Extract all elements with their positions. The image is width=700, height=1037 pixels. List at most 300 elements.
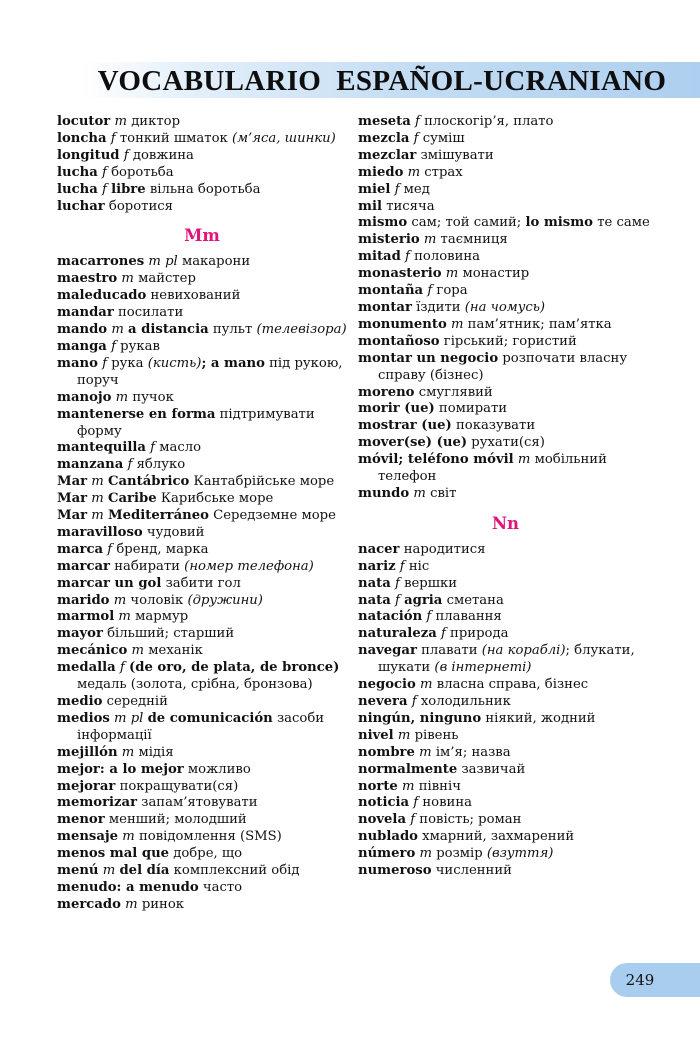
translation: смуглявий — [418, 384, 493, 400]
dictionary-entry — [57, 829, 347, 846]
dictionary-entry — [57, 356, 347, 390]
headword: menudo: a menudo — [57, 879, 199, 895]
translation: половина — [414, 249, 481, 265]
usage-note: (м’яса, шинки) — [231, 130, 336, 146]
translation: мобільний телефон — [378, 452, 607, 485]
headword: morir (ue) — [358, 401, 435, 417]
grammar-label: f — [427, 283, 433, 299]
grammar-label: m pl — [148, 254, 178, 270]
headword: mando — [57, 322, 108, 338]
headword: mayor — [57, 626, 103, 642]
dictionary-entry — [358, 131, 653, 148]
headword: nata — [358, 592, 391, 608]
translation: світ — [430, 485, 457, 501]
dictionary-entry — [358, 232, 653, 249]
dictionary-entry — [57, 643, 347, 660]
headword: mercado — [57, 896, 121, 912]
dictionary-entry — [57, 199, 347, 216]
section-letter-n: Nn — [491, 513, 520, 533]
grammar-label: f — [394, 592, 400, 608]
headword-continuation: agria — [404, 592, 443, 608]
dictionary-entry — [358, 677, 653, 694]
dictionary-entry — [358, 182, 653, 199]
headword: mezclar — [358, 147, 417, 163]
right-section-entries — [358, 542, 653, 880]
headword: mejillón — [57, 744, 118, 760]
translation: масло — [159, 440, 202, 456]
translation: гірський; гористий — [443, 333, 577, 349]
dictionary-entry — [358, 626, 653, 643]
dictionary-entry — [358, 728, 653, 745]
dictionary-entry — [358, 576, 653, 593]
translation: розпочати власну справу (бізнес) — [378, 350, 628, 383]
grammar-label: m — [397, 727, 411, 743]
dictionary-entry — [358, 846, 653, 863]
headword-continuation: a distancia — [128, 322, 209, 338]
grammar-label: f — [394, 575, 400, 591]
translation: засоби інформації — [77, 710, 325, 743]
headword: naturaleza — [358, 626, 437, 642]
dictionary-entry — [57, 407, 347, 441]
dictionary-entry — [57, 863, 347, 880]
dictionary-entry — [57, 779, 347, 796]
dictionary-entry — [57, 880, 347, 897]
grammar-label: f — [405, 249, 410, 265]
grammar-label: m — [131, 643, 145, 659]
headword: mejor: a lo mejor — [57, 761, 184, 777]
grammar-label: m — [122, 829, 135, 845]
usage-note: (на кораблі) — [481, 643, 566, 659]
dictionary-entry — [57, 660, 347, 694]
headword: noticia — [358, 795, 410, 811]
headword-continuation: de comunicación — [147, 710, 273, 726]
translation: природа — [450, 626, 509, 642]
headword: maestro — [57, 271, 118, 287]
grammar-label: f — [413, 130, 419, 146]
grammar-label: m — [102, 863, 116, 879]
dictionary-entry — [358, 829, 653, 846]
headword: normalmente — [358, 761, 458, 777]
translation: мідія — [138, 744, 174, 760]
dictionary-entry — [57, 339, 347, 356]
headword: misterio — [358, 232, 420, 248]
dictionary-entry — [57, 288, 347, 305]
dictionary-entry — [57, 846, 347, 863]
grammar-label: f — [413, 795, 419, 811]
translation: суміш — [422, 130, 465, 146]
translation: механік — [148, 643, 203, 659]
headword: medio — [57, 694, 103, 709]
headword: mundo — [358, 485, 410, 501]
dictionary-entry — [57, 322, 347, 339]
translation: ніс — [408, 558, 430, 574]
translation: невихований — [150, 288, 241, 304]
headword: medios — [57, 710, 110, 726]
grammar-label: m — [91, 474, 104, 490]
dictionary-entry — [57, 812, 347, 829]
translation: макарони — [181, 254, 251, 270]
translation: менший; молодший — [108, 812, 247, 828]
headword: nublado — [358, 829, 418, 845]
usage-note: (на чомусь) — [464, 299, 546, 315]
dictionary-entry — [57, 390, 347, 407]
dictionary-entry — [358, 779, 653, 796]
headword: montaña — [358, 283, 424, 299]
headword: marcar un gol — [57, 575, 162, 591]
dictionary-entry — [358, 711, 653, 728]
dictionary-entry — [358, 795, 653, 812]
grammar-label: f — [410, 812, 416, 828]
headword: Mar — [57, 508, 88, 524]
headword-continuation: Cantábrico — [108, 474, 190, 490]
headword: lucha — [57, 164, 98, 180]
translation: рукав — [120, 338, 160, 354]
headword: marcar — [57, 558, 110, 574]
dictionary-entry — [358, 199, 653, 216]
headword: norte — [358, 778, 398, 794]
dictionary-entry — [358, 266, 653, 283]
translation: рівень — [414, 727, 459, 743]
translation: рухати(ся) — [471, 435, 545, 451]
translation: набирати — [114, 558, 180, 574]
translation: плавати — [421, 643, 478, 659]
dictionary-entry — [57, 626, 347, 643]
headword: mantenerse en forma — [57, 406, 216, 422]
dictionary-entry — [358, 283, 653, 300]
grammar-label: m — [111, 322, 124, 338]
translation: зазвичай — [461, 761, 526, 777]
grammar-label: m — [91, 491, 104, 507]
headword: ningún, ninguno — [358, 710, 482, 726]
dictionary-entry — [358, 559, 653, 576]
grammar-label: f — [119, 660, 125, 676]
left-top-entries — [57, 114, 347, 215]
translation: покращувати(ся) — [119, 778, 239, 794]
right-top-entries — [358, 114, 653, 503]
grammar-label: f — [101, 164, 107, 180]
translation: довжина — [132, 147, 194, 163]
translation: мед — [403, 181, 430, 197]
dictionary-entry — [57, 491, 347, 508]
headword: navegar — [358, 643, 417, 659]
headword: nariz — [358, 558, 396, 574]
headword: maleducado — [57, 288, 147, 304]
dictionary-entry — [57, 711, 347, 745]
dictionary-entry — [57, 305, 347, 322]
headword-continuation: Mediterráneo — [108, 508, 209, 524]
headword: nombre — [358, 744, 415, 760]
headword: marido — [57, 592, 110, 608]
translation: комплексний обід — [173, 863, 300, 879]
headword: luchar — [57, 198, 105, 214]
dictionary-entry — [57, 474, 347, 491]
headword: meseta — [358, 114, 411, 129]
headword: maravilloso — [57, 524, 143, 540]
headword: menú — [57, 863, 99, 879]
headword: mantequilla — [57, 440, 146, 456]
dictionary-entry — [358, 351, 653, 385]
translation: посилати — [118, 305, 184, 321]
dictionary-entry — [358, 317, 653, 334]
translation: власна справа, бізнес — [436, 677, 589, 693]
sub-headword: lo mismo — [525, 215, 593, 231]
translation: вершки — [404, 575, 458, 591]
headword: locutor — [57, 114, 111, 129]
grammar-label: m — [118, 609, 131, 625]
headword: nata — [358, 575, 391, 591]
dictionary-entry — [358, 435, 653, 452]
grammar-label: m — [91, 508, 104, 524]
translation: боротьба — [111, 164, 174, 180]
grammar-label: m — [445, 266, 459, 282]
dictionary-entry — [57, 165, 347, 182]
headword: monumento — [358, 316, 447, 332]
translation: яблуко — [136, 457, 186, 473]
dictionary-entry — [358, 593, 653, 610]
dictionary-entry — [358, 418, 653, 435]
grammar-label: m — [407, 164, 421, 180]
translation: гора — [436, 283, 468, 299]
headword: moreno — [358, 384, 415, 400]
translation: бренд, марка — [116, 541, 209, 557]
dictionary-entry — [358, 452, 653, 486]
page-title: VOCABULARIO ESPAÑOL-UCRANIANO — [97, 65, 667, 97]
dictionary-entry — [358, 643, 653, 677]
headword: loncha — [57, 130, 107, 146]
headword: nivel — [358, 727, 394, 743]
translation: чоловік — [130, 592, 184, 608]
headword: montar — [358, 299, 412, 315]
usage-note: (кисть) — [147, 355, 202, 371]
grammar-label: m — [413, 485, 426, 501]
headword: mensaje — [57, 829, 119, 845]
headword: manga — [57, 338, 107, 354]
grammar-label: f — [399, 558, 405, 574]
sub-translation: під рукою, поруч — [77, 355, 343, 388]
translation: чудовий — [146, 524, 205, 540]
right-column — [358, 114, 653, 880]
headword: marca — [57, 541, 104, 557]
grammar-label: m — [115, 389, 129, 405]
translation: новина — [422, 795, 472, 811]
dictionary-entry — [358, 148, 653, 165]
dictionary-entry — [358, 609, 653, 626]
headword: menos mal que — [57, 846, 170, 862]
translation: тисяча — [386, 198, 435, 214]
grammar-label: m — [450, 316, 464, 332]
headword: miel — [358, 181, 391, 197]
grammar-label: f — [102, 355, 107, 371]
dictionary-entry — [358, 165, 653, 182]
dictionary-entry — [57, 131, 347, 148]
headword: marmol — [57, 609, 115, 625]
left-column — [57, 114, 347, 914]
dictionary-entry — [57, 271, 347, 288]
dictionary-entry — [57, 182, 347, 199]
dictionary-entry — [57, 508, 347, 525]
headword-continuation: libre — [111, 181, 146, 197]
headword: monasterio — [358, 266, 442, 282]
translation: помирати — [438, 401, 508, 417]
translation: змішувати — [420, 147, 494, 163]
headword: mezcla — [358, 130, 410, 146]
headword: mil — [358, 198, 382, 214]
grammar-label: f — [411, 694, 417, 709]
translation: середній — [106, 694, 168, 709]
grammar-label: m — [419, 744, 432, 760]
translation: пульт — [212, 322, 253, 338]
headword: móvil; teléfono móvil — [358, 452, 514, 468]
translation: ніякий, жодний — [485, 710, 596, 726]
usage-note: (взуття) — [486, 846, 554, 862]
translation: показувати — [455, 418, 536, 434]
headword: mandar — [57, 305, 114, 321]
translation: більший; старший — [107, 626, 235, 642]
grammar-label: f — [110, 130, 116, 146]
translation: підтримувати форму — [77, 406, 315, 439]
headword: mitad — [358, 249, 401, 265]
dictionary-entry — [57, 795, 347, 812]
dictionary-entry — [358, 114, 653, 131]
translation: Кантабрійське море — [193, 474, 335, 490]
headword: mejorar — [57, 778, 116, 794]
grammar-label: f — [127, 457, 133, 473]
section-letter-m: Mm — [184, 226, 220, 246]
translation: монастир — [462, 266, 530, 282]
translation: північ — [418, 778, 461, 794]
dictionary-entry — [358, 694, 653, 711]
grammar-label: m — [420, 677, 433, 693]
grammar-label: f — [415, 114, 420, 129]
translation: народитися — [403, 541, 486, 557]
headword: número — [358, 846, 416, 862]
translation: повідомлення (SMS) — [139, 829, 282, 845]
translation: численний — [435, 863, 512, 879]
translation: сметана — [446, 592, 504, 608]
headword: longitud — [57, 147, 120, 163]
translation: ринок — [141, 896, 185, 912]
translation: добре, що — [173, 846, 243, 862]
translation: холодильник — [420, 694, 511, 709]
translation: вільна боротьба — [149, 181, 261, 197]
headword: miedo — [358, 164, 404, 180]
page-number: 249 — [625, 971, 655, 989]
headword: Mar — [57, 474, 88, 490]
grammar-label: m — [114, 114, 127, 129]
translation: плавання — [435, 609, 502, 625]
dictionary-entry — [358, 401, 653, 418]
dictionary-entry — [358, 745, 653, 762]
dictionary-entry — [358, 385, 653, 402]
grammar-label: m — [121, 744, 135, 760]
dictionary-entry — [57, 593, 347, 610]
headword: manzana — [57, 457, 124, 473]
translation: рука — [111, 355, 144, 371]
dictionary-entry — [57, 745, 347, 762]
dictionary-entry — [57, 114, 347, 131]
headword: negocio — [358, 677, 416, 693]
dictionary-entry — [358, 542, 653, 559]
dictionary-entry — [57, 525, 347, 542]
translation: диктор — [131, 114, 181, 129]
headword: lucha — [57, 181, 98, 197]
dictionary-entry — [57, 762, 347, 779]
dictionary-entry — [57, 254, 347, 271]
translation: розмір — [436, 846, 483, 862]
headword: mano — [57, 355, 98, 371]
grammar-label: m pl — [114, 710, 144, 726]
headword: montar un negocio — [358, 350, 499, 366]
headword: mostrar (ue) — [358, 418, 452, 434]
grammar-label: f — [111, 338, 116, 354]
grammar-label: m — [517, 452, 531, 468]
headword: Mar — [57, 491, 88, 507]
headword: natación — [358, 609, 423, 625]
headword: numeroso — [358, 863, 432, 879]
translation: хмарний, захмарений — [422, 829, 575, 845]
translation: таємниця — [440, 232, 508, 248]
grammar-label: m — [419, 846, 432, 862]
translation: сам; той самий; — [411, 215, 522, 231]
headword: manojo — [57, 389, 112, 405]
headword: menor — [57, 812, 105, 828]
translation: плоскогір’я, плато — [424, 114, 554, 129]
dictionary-entry — [57, 576, 347, 593]
translation: боротися — [108, 198, 173, 214]
usage-note-2: (в інтернеті) — [434, 660, 532, 676]
translation: мармур — [135, 609, 189, 625]
headword: montañoso — [358, 333, 440, 349]
translation: ім’я; назва — [435, 744, 511, 760]
grammar-label: f — [440, 626, 446, 642]
headword: memorizar — [57, 795, 138, 811]
headword: macarrones — [57, 254, 145, 270]
dictionary-entry — [358, 863, 653, 880]
translation-continuation: ; блукати, шукати — [378, 643, 635, 676]
translation: тонкий шматок — [119, 130, 228, 146]
dictionary-entry — [358, 215, 653, 232]
translation: пучок — [132, 389, 174, 405]
headword: nacer — [358, 541, 400, 557]
dictionary-entry — [358, 762, 653, 779]
headword: nevera — [358, 694, 408, 709]
translation: їздити — [416, 299, 461, 315]
headword: mismo — [358, 215, 408, 231]
translation: повість; роман — [419, 812, 522, 828]
grammar-label: f — [123, 147, 129, 163]
usage-note: (телевізора) — [256, 322, 347, 338]
grammar-label: m — [125, 896, 138, 912]
usage-note: (дружини) — [187, 592, 263, 608]
translation: часто — [202, 879, 243, 895]
sub-translation: те саме — [597, 215, 650, 231]
dictionary-entry — [358, 812, 653, 829]
grammar-label: m — [121, 271, 134, 287]
grammar-label: f — [150, 440, 156, 456]
translation: Карибське море — [160, 491, 274, 507]
headword: medalla — [57, 660, 116, 676]
translation: страх — [424, 164, 463, 180]
dictionary-entry — [57, 457, 347, 474]
headword: mover(se) (ue) — [358, 435, 468, 451]
grammar-label: m — [402, 778, 415, 794]
translation: можливо — [187, 761, 251, 777]
translation: медаль (золота, срібна, бронзова) — [77, 677, 313, 693]
headword-continuation: del día — [119, 863, 170, 879]
grammar-label: f — [107, 541, 113, 557]
dictionary-entry — [57, 694, 347, 711]
headword-continuation: Caribe — [108, 491, 157, 507]
